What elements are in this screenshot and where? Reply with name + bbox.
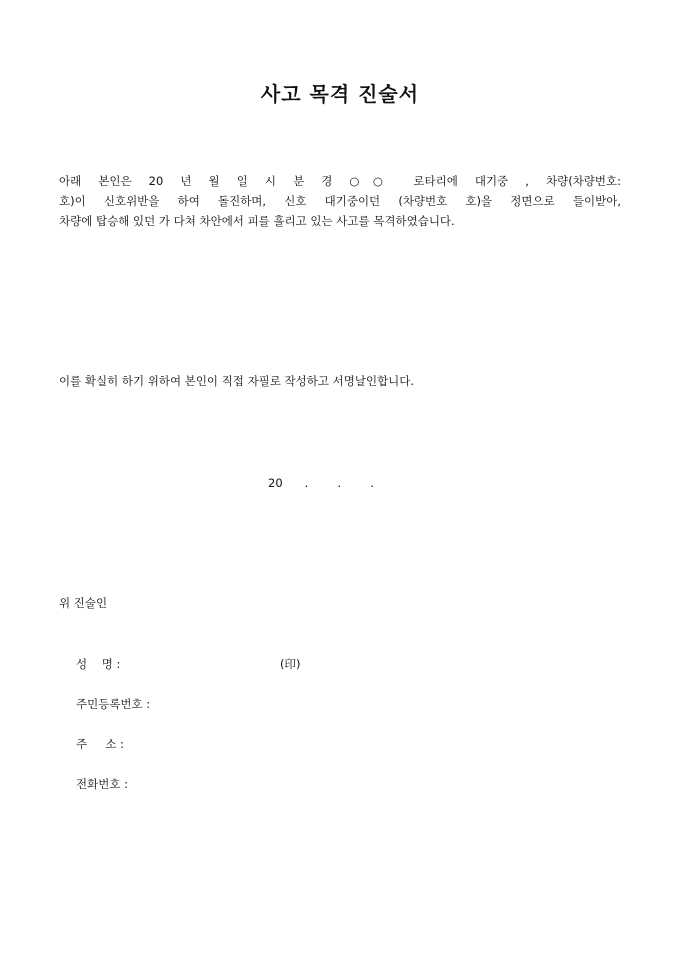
name-field-label: 성 명 : (76, 657, 121, 671)
statement-line-1: 아래 본인은 20 년 월 일 시 분 경 ○○ 로타리에 대기중 , 차량(차량번호: (59, 174, 621, 188)
statement-line-3: 차량에 탑승해 있던 가 다쳐 차안에서 피를 흘리고 있는 사고를 목격하였습니다. (59, 214, 455, 228)
document-title: 사고 목격 진술서 (260, 82, 420, 106)
statement-line-2: 호)이 신호위반을 하여 돌진하며, 신호 대기중이던 (차량번호 호)을 정면으로 들이받아, (59, 194, 621, 208)
resident-id-field-label: 주민등록번호 : (76, 697, 151, 711)
address-field-label: 주 소 : (76, 737, 125, 751)
seal-mark: (印) (280, 657, 301, 671)
signer-heading: 위 진술인 (59, 596, 108, 610)
confirmation-text: 이를 확실히 하기 위하여 본인이 직접 자필로 작성하고 서명날인합니다. (59, 374, 415, 388)
phone-field-label: 전화번호 : (76, 777, 128, 791)
date-line: 20 . . . (268, 476, 375, 490)
